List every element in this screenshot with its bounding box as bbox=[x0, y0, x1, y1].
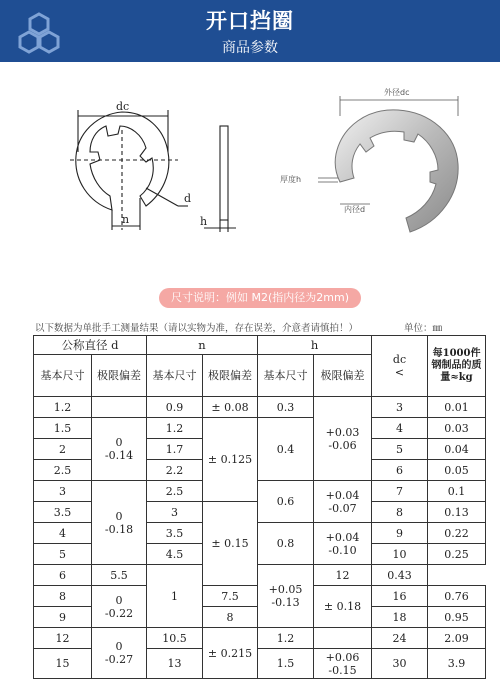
cell-n: 4.5 bbox=[147, 544, 203, 565]
cell-n: 3.5 bbox=[147, 523, 203, 544]
page-subtitle: 商品参数 bbox=[222, 40, 278, 56]
header-dc: dc < bbox=[372, 336, 428, 397]
cell-mass: 0.1 bbox=[428, 481, 486, 502]
cell-n-tol: ± 0.125 bbox=[203, 418, 258, 502]
cell-n-tol: ± 0.215 bbox=[203, 628, 258, 679]
cell-d-tol: 0 -0.18 bbox=[92, 481, 147, 565]
cell-d: 1.5 bbox=[34, 418, 92, 439]
cell-h: 0.3 bbox=[258, 397, 314, 418]
cell-d: 8 bbox=[34, 586, 92, 607]
cell-mass: 0.04 bbox=[428, 439, 486, 460]
cell-h: 0.4 bbox=[258, 418, 314, 481]
cell-mass: 0.25 bbox=[428, 544, 486, 565]
cell-dc: 8 bbox=[372, 502, 428, 523]
cell-d: 1.2 bbox=[34, 397, 92, 418]
h-label: h bbox=[200, 215, 208, 228]
header-mass: 每1000件钢制品的质量≈kg bbox=[428, 336, 486, 397]
cell-n: 0.9 bbox=[147, 397, 203, 418]
page-title: 开口挡圈 bbox=[206, 9, 294, 33]
table-row bbox=[34, 481, 486, 502]
cell-n: 7.5 bbox=[203, 586, 258, 607]
cell-h-tol: +0.03 -0.06 bbox=[314, 397, 372, 481]
cell-d-tol bbox=[92, 397, 147, 418]
thickness-label: 厚度h bbox=[280, 175, 302, 184]
measure-note: 以下数据为单批手工测量结果（请以实物为准，存在误差，介意者请慎拍！） bbox=[35, 323, 359, 334]
cell-mass: 3.9 bbox=[428, 649, 486, 679]
inner-diameter-label: 内径d bbox=[344, 205, 366, 214]
header-tolerance: 极限偏差 bbox=[203, 355, 258, 397]
cell-dc: 12 bbox=[314, 565, 372, 586]
n-label: n bbox=[122, 213, 130, 226]
header-tolerance: 极限偏差 bbox=[314, 355, 372, 397]
cell-d: 2 bbox=[34, 439, 92, 460]
cell-mass: 0.76 bbox=[428, 586, 486, 607]
cell-n: 2.2 bbox=[147, 460, 203, 481]
cell-dc: 7 bbox=[372, 481, 428, 502]
cell-h-tol bbox=[314, 628, 372, 649]
cell-d-tol: 0 -0.27 bbox=[92, 628, 147, 679]
cell-dc: 24 bbox=[372, 628, 428, 649]
cell-mass: 0.95 bbox=[428, 607, 486, 628]
product-photo bbox=[270, 82, 480, 242]
cell-n: 5.5 bbox=[92, 565, 147, 586]
table-row bbox=[34, 397, 486, 418]
cell-h-tol: +0.04 -0.10 bbox=[314, 523, 372, 565]
cell-d: 2.5 bbox=[34, 460, 92, 481]
cell-h: 1 bbox=[147, 565, 203, 628]
header-h: h bbox=[258, 336, 372, 355]
cell-n: 10.5 bbox=[147, 628, 203, 649]
cell-n-tol: ± 0.18 bbox=[314, 586, 372, 628]
cell-dc: 30 bbox=[372, 649, 428, 679]
cell-d: 12 bbox=[34, 628, 92, 649]
cell-h-tol: +0.05 -0.13 bbox=[258, 565, 314, 628]
table-row bbox=[34, 418, 486, 439]
cell-h: 0.6 bbox=[258, 481, 314, 523]
cell-d: 3.5 bbox=[34, 502, 92, 523]
size-note-pill: 尺寸说明：例如 M2(指内径为2mm) bbox=[159, 288, 361, 308]
cell-mass: 0.22 bbox=[428, 523, 486, 544]
header-tolerance: 极限偏差 bbox=[92, 355, 147, 397]
cell-n-tol: ± 0.08 bbox=[203, 397, 258, 418]
header-banner bbox=[0, 0, 500, 62]
cell-d: 6 bbox=[34, 565, 92, 586]
cell-dc: 6 bbox=[372, 460, 428, 481]
spec-table bbox=[33, 335, 486, 679]
header-basic-size: 基本尺寸 bbox=[147, 355, 203, 397]
header-nominal-diameter: 公称直径 d bbox=[34, 336, 147, 355]
cell-dc: 18 bbox=[372, 607, 428, 628]
cell-mass: 0.03 bbox=[428, 418, 486, 439]
cell-dc: 4 bbox=[372, 418, 428, 439]
cell-mass: 0.13 bbox=[428, 502, 486, 523]
unit-label: 单位：㎜ bbox=[404, 323, 443, 334]
cell-dc: 3 bbox=[372, 397, 428, 418]
cell-d-tol: 0 -0.14 bbox=[92, 418, 147, 481]
header-n: n bbox=[147, 336, 258, 355]
ring-diagram bbox=[60, 82, 255, 242]
cell-n: 8 bbox=[203, 607, 258, 628]
cell-n: 13 bbox=[147, 649, 203, 679]
cell-mass: 0.43 bbox=[372, 565, 428, 586]
cell-d: 9 bbox=[34, 607, 92, 628]
cell-h: 0.8 bbox=[258, 523, 314, 565]
cell-n: 1.7 bbox=[147, 439, 203, 460]
cell-d: 4 bbox=[34, 523, 92, 544]
table-row bbox=[34, 565, 486, 586]
header-basic-size: 基本尺寸 bbox=[258, 355, 314, 397]
cell-d: 5 bbox=[34, 544, 92, 565]
cell-n: 2.5 bbox=[147, 481, 203, 502]
cell-n-tol: ± 0.15 bbox=[203, 502, 258, 586]
cell-mass: 0.05 bbox=[428, 460, 486, 481]
cell-dc: 10 bbox=[372, 544, 428, 565]
cell-h: 1.5 bbox=[258, 649, 314, 679]
dc-label: dc bbox=[116, 100, 130, 113]
cell-dc: 5 bbox=[372, 439, 428, 460]
cell-dc: 16 bbox=[372, 586, 428, 607]
cell-d: 3 bbox=[34, 481, 92, 502]
cell-dc: 9 bbox=[372, 523, 428, 544]
outer-diameter-label: 外径dc bbox=[384, 88, 410, 97]
cell-h: 1.2 bbox=[258, 628, 314, 649]
cell-h-tol: +0.04 -0.07 bbox=[314, 481, 372, 523]
cell-n: 3 bbox=[147, 502, 203, 523]
table-row bbox=[34, 628, 486, 649]
header-basic-size: 基本尺寸 bbox=[34, 355, 92, 397]
cell-d-tol: 0 -0.22 bbox=[92, 586, 147, 628]
cell-mass: 0.01 bbox=[428, 397, 486, 418]
cell-d: 15 bbox=[34, 649, 92, 679]
d-label: d bbox=[184, 192, 192, 205]
cell-mass: 2.09 bbox=[428, 628, 486, 649]
cell-h-tol: +0.06 -0.15 bbox=[314, 649, 372, 679]
cell-n: 1.2 bbox=[147, 418, 203, 439]
